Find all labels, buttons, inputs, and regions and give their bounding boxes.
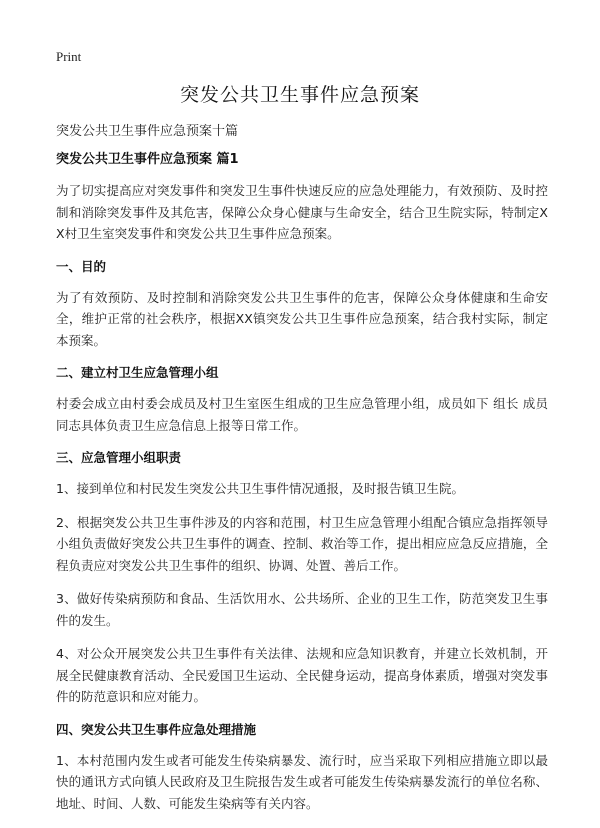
duty-item-2: 2、根据突发公共卫生事件涉及的内容和范围，村卫生应急管理小组配合镇应急指挥领导小组负责做好突发公共卫生事件的调查、控制、救治等工作，提出相应应急反应措施，全程负责应对突发公共卫生事件的组织、协调、处置、善后工作。 — [56, 514, 548, 573]
chapter-heading-measures: 四、突发公共卫生事件应急处理措施 — [56, 721, 257, 737]
team-paragraph: 村委会成立由村委会成员及村卫生室医生组成的卫生应急管理小组，成员如下 组长 成员同志具体负责卫生应急信息上报等日常工作。 — [56, 396, 548, 433]
duty-item-3: 3、做好传染病预防和食品、生活饮用水、公共场所、企业的卫生工作，防范突发卫生事件的发生。 — [56, 591, 548, 628]
chapter-heading-duties: 三、应急管理小组职责 — [56, 450, 182, 465]
purpose-paragraph: 为了有效预防、及时控制和消除突发公共卫生事件的危害，保障公众身体健康和生命安全，维护正常的社会秩序，根据XX镇突发公共卫生事件应急预案，结合我村实际，制定本预案。 — [56, 289, 548, 348]
duty-item-4: 4、对公众开展突发公共卫生事件有关法律、法规和应急知识教育，并建立长效机制，开展全民健康教育活动、全民爱国卫生运动、全民健身运动，提高身体素质，增强对突发事件的防范意识和应对能力。 — [56, 646, 548, 704]
duty-item-1: 1、接到单位和村民发生突发公共卫生事件情况通报，及时报告镇卫生院。 — [56, 481, 464, 496]
measure-item-1: 1、本村范围内发生或者可能发生传染病暴发、流行时，应当采取下列相应措施立即以最快的通讯方式向镇人民政府及卫生院报告发生或者可能发生传染病暴发流行的单位名称、地址、时间、人数、可能发生染病等有关内容。 — [56, 752, 548, 811]
chapter-heading-team: 二、建立村卫生应急管理小组 — [56, 365, 219, 380]
document-body — [56, 150, 548, 826]
intro-paragraph: 为了切实提高应对突发事件和突发卫生事件快速反应的应急处理能力，有效预防、及时控制和消除突发事件及其危害，保障公众身心健康与生命安全，结合卫生院实际，特制定XX村卫生室突发事件和突发公共卫生事件应急预案。 — [56, 183, 548, 241]
section-heading: 突发公共卫生事件应急预案 篇1 — [56, 152, 239, 167]
document-title: 突发公共卫生事件应急预案 — [179, 84, 420, 106]
document-subtitle: 突发公共卫生事件应急预案十篇 — [56, 124, 239, 139]
print-label: Print — [56, 49, 82, 64]
chapter-heading-purpose: 一、目的 — [56, 258, 107, 274]
